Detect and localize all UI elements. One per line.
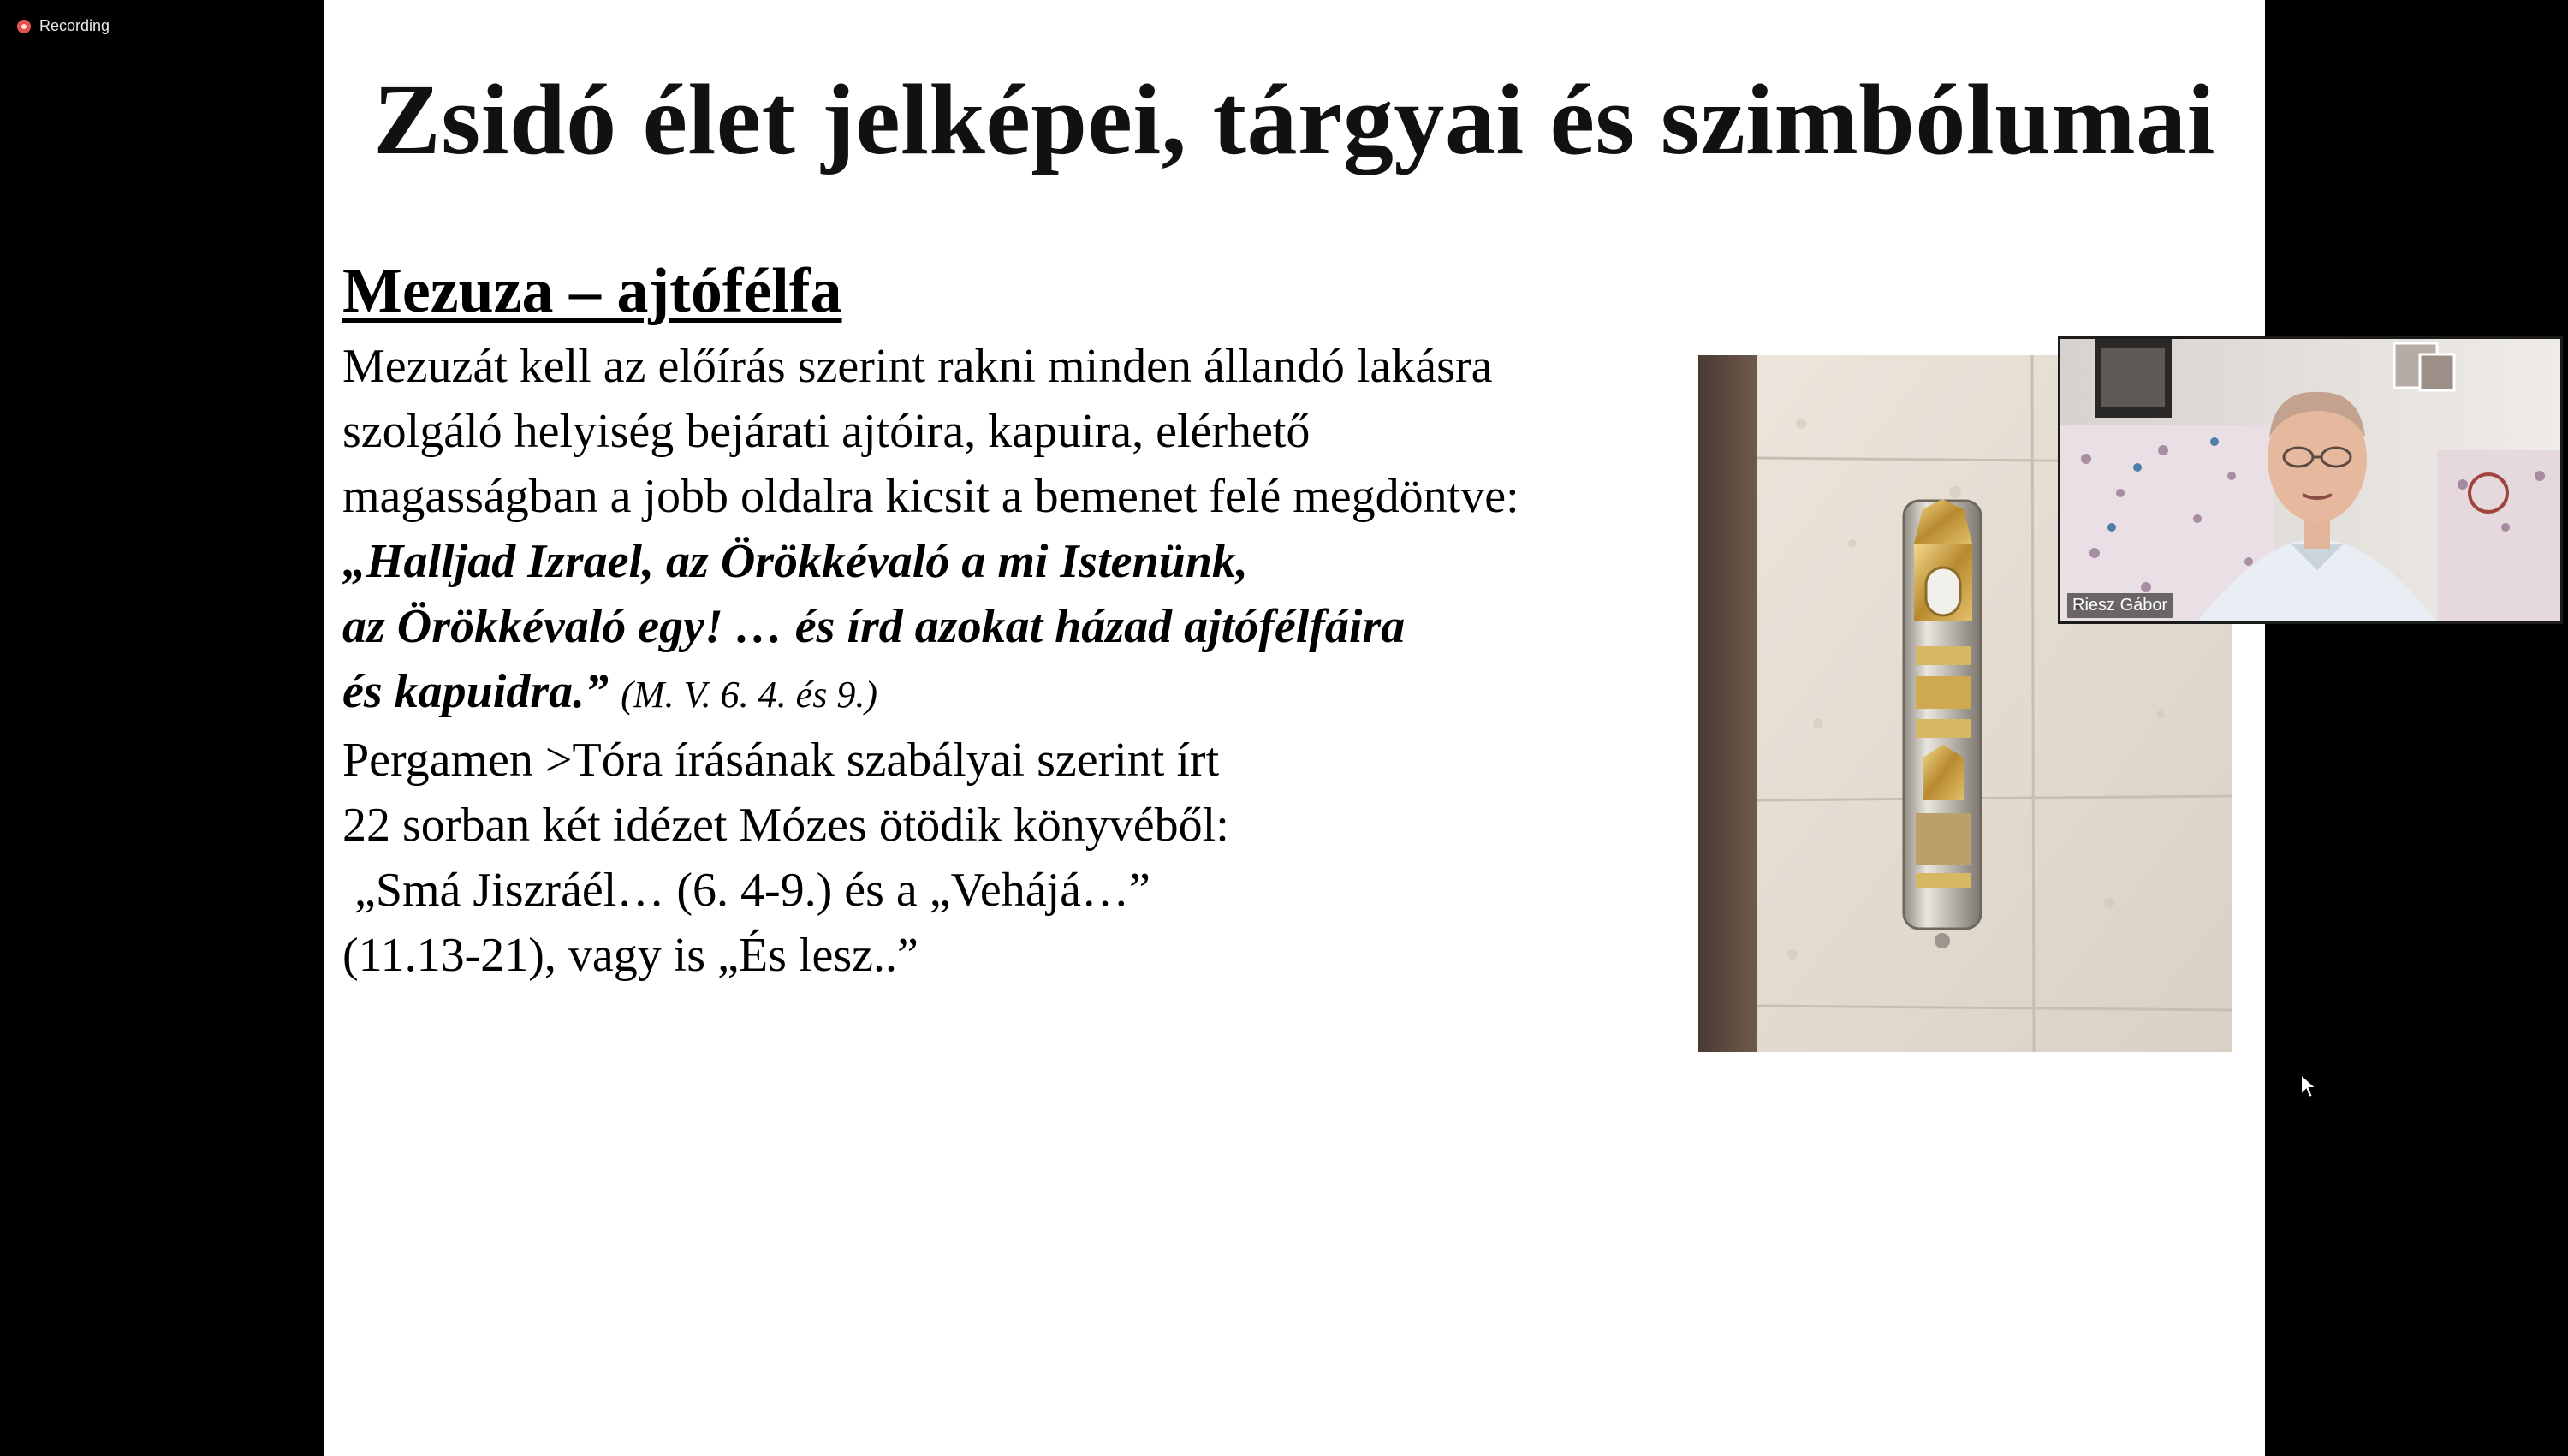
quote-line: és kapuidra.” [342, 665, 609, 718]
body-line: 22 sorban két idézet Mózes ötödik könyvéből: [342, 799, 1229, 852]
participant-name-label: Riesz Gábor [2067, 593, 2173, 618]
recording-indicator[interactable] [17, 17, 110, 35]
body-line: Mezuzát kell az előírás szerint rakni minden állandó lakásra [342, 340, 1493, 393]
body-line: magasságban a jobb oldalra kicsit a bemenet felé megdöntve: [342, 470, 1519, 523]
participant-video [2060, 339, 2560, 621]
participant-video-tile[interactable] [2058, 336, 2563, 624]
body-line: „Smá Jiszráél… (6. 4-9.) és a „Vehájá…” [342, 864, 1150, 917]
recording-label: Recording [39, 17, 110, 34]
quote-line: „Halljad Izrael, az Örökkévaló a mi Istenünk, [342, 535, 1248, 588]
slide-title: Zsidó élet jelképei, tárgyai és szimbólumai [373, 63, 2215, 175]
quote-reference: (M. V. 6. 4. és 9.) [621, 674, 877, 716]
mouse-cursor-icon [2299, 1073, 2320, 1104]
body-line: (11.13-21), vagy is „És lesz..” [342, 929, 918, 982]
section-heading: Mezuza – ajtófélfa [342, 256, 842, 326]
quote-line: az Örökkévaló egy! … és írd azokat házad ajtófélfáira [342, 600, 1406, 653]
body-line: Pergamen >Tóra írásának szabályai szerint írt [342, 734, 1220, 787]
recording-icon [17, 20, 31, 33]
shared-slide [324, 0, 2265, 1456]
body-line: szolgáló helyiség bejárati ajtóira, kapuira, elérhető [342, 405, 1311, 458]
